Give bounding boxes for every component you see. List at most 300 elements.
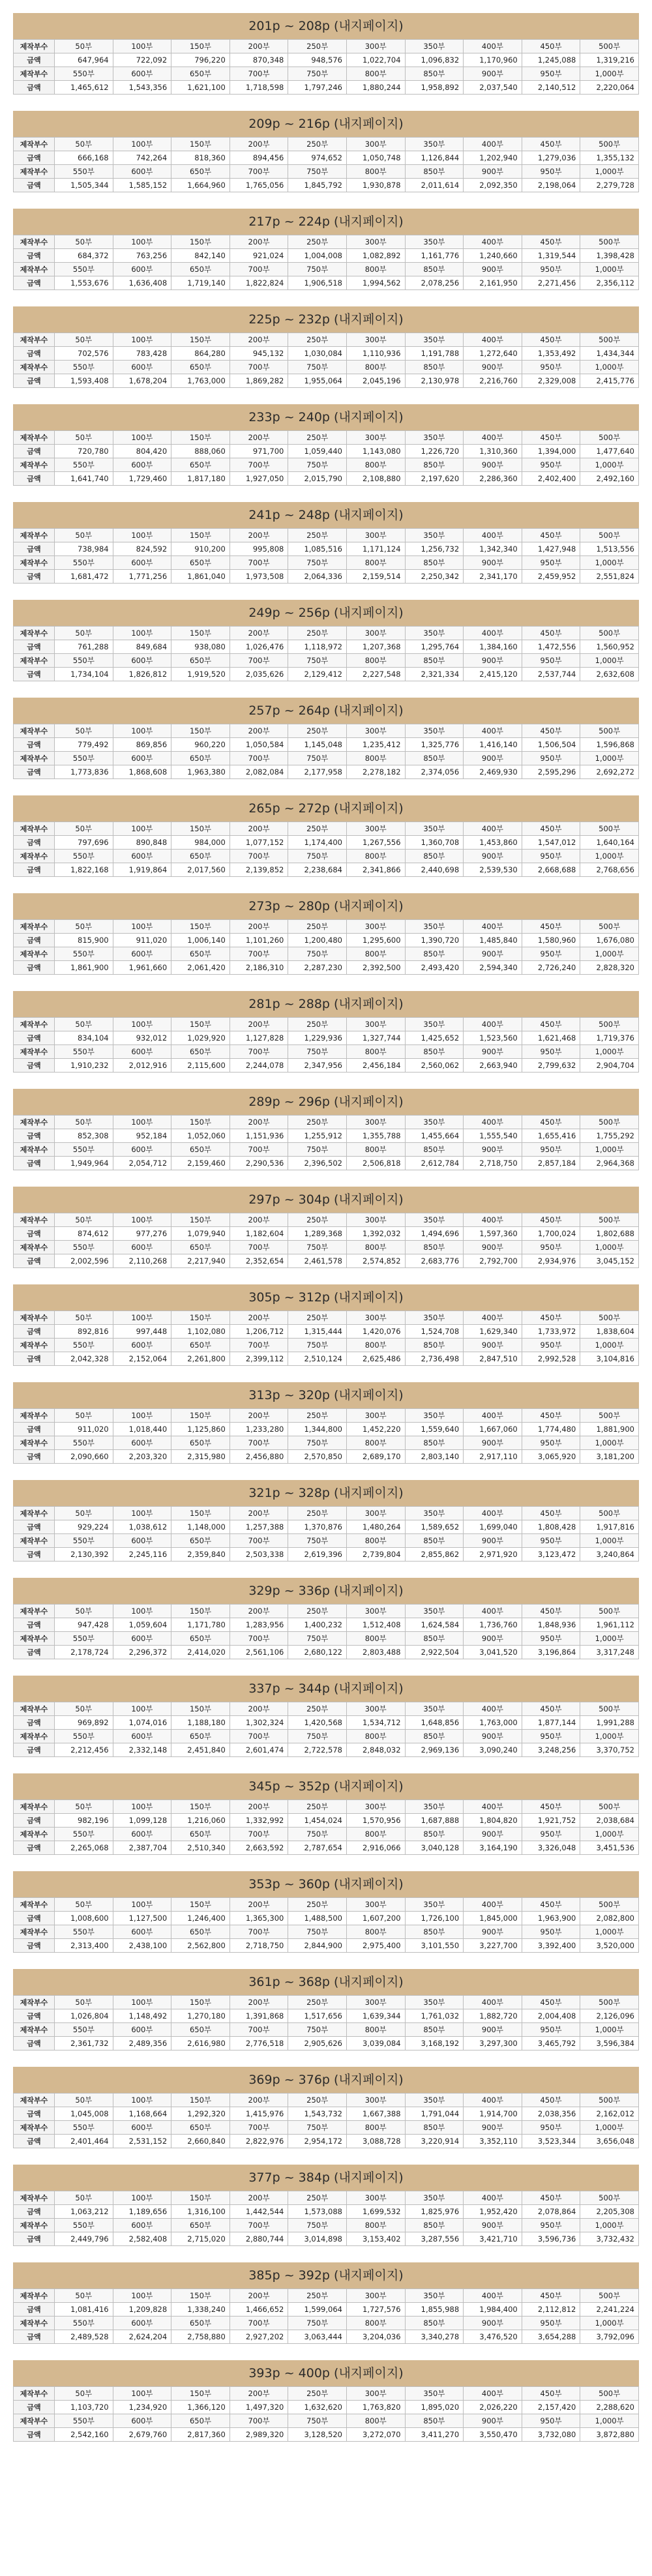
amount-cell: 3,596,384 [580,2037,639,2050]
quantity-cell: 50부 [55,627,113,640]
quantity-cell: 50부 [55,2191,113,2205]
amount-cell: 2,341,170 [464,570,522,584]
quantity-cell: 400부 [464,920,522,934]
amount-label: 금액 [14,765,55,779]
quantity-label: 제작부수 [14,654,55,668]
quantity-cell: 650부 [171,1241,230,1254]
quantity-cell: 300부 [346,1507,405,1520]
quantity-cell: 450부 [522,1898,580,1912]
amount-cell: 2,954,172 [288,2135,347,2148]
amount-cell: 2,542,160 [55,2428,113,2442]
quantity-cell: 800부 [346,2121,405,2135]
amount-row [14,1814,639,1828]
quantity-cell: 750부 [288,1143,347,1157]
quantity-cell: 600부 [113,1436,171,1450]
quantity-cell: 1,000부 [580,2121,639,2135]
amount-label: 금액 [14,1325,55,1339]
price-table [13,2191,639,2246]
quantity-cell: 150부 [171,1800,230,1814]
quantity-cell: 450부 [522,724,580,738]
quantity-cell: 100부 [113,1116,171,1129]
price-table [13,1506,639,1562]
amount-cell: 783,428 [113,347,171,361]
quantity-cell: 1,000부 [580,1436,639,1450]
section-header: 329p ~ 336p (내지페이지) [13,1578,639,1604]
section-header: 369p ~ 376p (내지페이지) [13,2067,639,2093]
section-header: 321p ~ 328p (내지페이지) [13,1480,639,1506]
amount-row [14,1716,639,1730]
quantity-cell: 400부 [464,1800,522,1814]
amount-cell: 2,130,392 [55,1548,113,1562]
amount-cell: 894,456 [230,151,288,165]
amount-cell: 2,989,320 [230,2428,288,2442]
quantity-cell: 100부 [113,724,171,738]
amount-cell: 1,497,320 [230,2401,288,2414]
amount-label: 금액 [14,445,55,458]
amount-cell: 2,964,368 [580,1157,639,1170]
quantity-cell: 750부 [288,67,347,81]
amount-cell: 1,360,708 [405,836,464,850]
amount-cell: 1,597,360 [464,1227,522,1241]
quantity-label: 제작부수 [14,556,55,570]
amount-cell: 3,451,536 [580,1841,639,1855]
quantity-cell: 850부 [405,1143,464,1157]
amount-cell: 864,280 [171,347,230,361]
amount-cell: 2,560,062 [405,1059,464,1073]
amount-label: 금액 [14,640,55,654]
quantity-row [14,333,639,347]
quantity-label: 제작부수 [14,822,55,836]
quantity-cell: 500부 [580,40,639,53]
amount-cell: 1,344,800 [288,1423,347,1436]
amount-cell: 1,845,000 [464,1912,522,1925]
quantity-cell: 550부 [55,1436,113,1450]
quantity-cell: 600부 [113,2023,171,2037]
amount-cell: 1,667,060 [464,1423,522,1436]
amount-cell: 1,553,676 [55,276,113,290]
quantity-cell: 350부 [405,333,464,347]
quantity-cell: 300부 [346,920,405,934]
amount-cell: 1,639,344 [346,2009,405,2023]
amount-cell: 1,984,400 [464,2303,522,2317]
amount-cell: 2,387,704 [113,1841,171,1855]
amount-cell: 3,153,402 [346,2232,405,2246]
quantity-cell: 600부 [113,361,171,374]
amount-cell: 2,399,112 [230,1352,288,1366]
quantity-cell: 700부 [230,1045,288,1059]
amount-cell: 2,045,196 [346,374,405,388]
amount-cell: 815,900 [55,934,113,947]
quantity-label: 제작부수 [14,431,55,445]
amount-cell: 869,856 [113,738,171,752]
amount-cell: 1,148,000 [171,1520,230,1534]
amount-cell: 2,152,064 [113,1352,171,1366]
amount-cell: 1,226,720 [405,445,464,458]
quantity-cell: 650부 [171,1632,230,1646]
amount-cell: 3,090,240 [464,1743,522,1757]
amount-cell: 2,844,900 [288,1939,347,1953]
price-section [13,2262,639,2344]
amount-row [14,863,639,877]
quantity-cell: 950부 [522,67,580,81]
quantity-cell: 500부 [580,724,639,738]
quantity-label: 제작부수 [14,1045,55,1059]
quantity-row [14,1116,639,1129]
price-section [13,2165,639,2246]
quantity-cell: 350부 [405,627,464,640]
amount-cell: 1,927,050 [230,472,288,486]
amount-cell: 3,240,864 [580,1548,639,1562]
quantity-cell: 250부 [288,1018,347,1031]
amount-row [14,2037,639,2050]
quantity-cell: 400부 [464,235,522,249]
amount-label: 금액 [14,81,55,95]
amount-cell: 2,112,812 [522,2303,580,2317]
price-table [13,2386,639,2442]
amount-cell: 1,079,940 [171,1227,230,1241]
quantity-cell: 500부 [580,2289,639,2303]
amount-row [14,542,639,556]
quantity-cell: 750부 [288,361,347,374]
amount-cell: 2,803,488 [346,1646,405,1659]
quantity-cell: 450부 [522,2387,580,2401]
quantity-cell: 850부 [405,2023,464,2037]
quantity-cell: 800부 [346,67,405,81]
amount-cell: 1,110,936 [346,347,405,361]
quantity-cell: 600부 [113,165,171,179]
quantity-cell: 700부 [230,556,288,570]
quantity-cell: 250부 [288,138,347,151]
amount-cell: 1,621,100 [171,81,230,95]
amount-cell: 2,126,096 [580,2009,639,2023]
amount-row [14,347,639,361]
quantity-cell: 200부 [230,1213,288,1227]
price-table [13,1897,639,1953]
quantity-cell: 300부 [346,1898,405,1912]
amount-cell: 1,240,660 [464,249,522,263]
amount-cell: 2,969,136 [405,1743,464,1757]
quantity-cell: 400부 [464,1018,522,1031]
quantity-cell: 1,000부 [580,165,639,179]
amount-cell: 2,489,528 [55,2330,113,2344]
quantity-label: 제작부수 [14,138,55,151]
amount-cell: 1,699,532 [346,2205,405,2219]
amount-cell: 2,625,486 [346,1352,405,1366]
amount-cell: 1,453,860 [464,836,522,850]
amount-cell: 2,296,372 [113,1646,171,1659]
amount-cell: 1,103,720 [55,2401,113,2414]
quantity-cell: 600부 [113,850,171,863]
quantity-cell: 900부 [464,1632,522,1646]
quantity-cell: 500부 [580,1409,639,1423]
amount-cell: 2,341,866 [346,863,405,877]
amount-cell: 1,188,180 [171,1716,230,1730]
price-table [13,724,639,779]
amount-label: 금액 [14,374,55,388]
quantity-cell: 900부 [464,947,522,961]
quantity-cell: 300부 [346,1213,405,1227]
quantity-cell: 150부 [171,1116,230,1129]
amount-cell: 2,828,320 [580,961,639,975]
quantity-cell: 450부 [522,627,580,640]
amount-cell: 2,220,064 [580,81,639,95]
amount-cell: 2,216,760 [464,374,522,388]
amount-cell: 1,255,912 [288,1129,347,1143]
price-table [13,919,639,975]
amount-cell: 666,168 [55,151,113,165]
amount-cell: 1,209,828 [113,2303,171,2317]
amount-cell: 982,196 [55,1814,113,1828]
quantity-label: 제작부수 [14,235,55,249]
quantity-cell: 800부 [346,1339,405,1352]
quantity-cell: 200부 [230,333,288,347]
amount-cell: 3,297,300 [464,2037,522,2050]
quantity-cell: 750부 [288,1730,347,1743]
amount-label: 금액 [14,1227,55,1241]
quantity-cell: 650부 [171,1143,230,1157]
amount-cell: 2,449,796 [55,2232,113,2246]
quantity-cell: 200부 [230,2289,288,2303]
amount-row [14,1254,639,1268]
quantity-cell: 700부 [230,2414,288,2428]
amount-cell: 1,045,008 [55,2107,113,2121]
amount-cell: 1,868,608 [113,765,171,779]
quantity-cell: 950부 [522,1730,580,1743]
amount-cell: 2,992,528 [522,1352,580,1366]
quantity-cell: 300부 [346,1702,405,1716]
quantity-cell: 400부 [464,1605,522,1618]
quantity-cell: 150부 [171,1605,230,1618]
quantity-cell: 600부 [113,1632,171,1646]
amount-cell: 1,454,024 [288,1814,347,1828]
amount-cell: 1,295,764 [405,640,464,654]
quantity-cell: 100부 [113,1800,171,1814]
quantity-cell: 950부 [522,1925,580,1939]
amount-cell: 2,616,980 [171,2037,230,2050]
quantity-cell: 400부 [464,1702,522,1716]
amount-cell: 2,718,750 [230,1939,288,1953]
quantity-cell: 650부 [171,947,230,961]
amount-cell: 824,592 [113,542,171,556]
quantity-cell: 400부 [464,40,522,53]
quantity-cell: 150부 [171,1898,230,1912]
quantity-label: 제작부수 [14,850,55,863]
amount-label: 금액 [14,738,55,752]
quantity-cell: 500부 [580,2387,639,2401]
amount-label: 금액 [14,347,55,361]
quantity-cell: 550부 [55,1143,113,1157]
amount-cell: 1,052,060 [171,1129,230,1143]
amount-cell: 3,340,278 [405,2330,464,2344]
amount-cell: 2,004,408 [522,2009,580,2023]
amount-cell: 1,420,568 [288,1716,347,1730]
amount-cell: 2,321,334 [405,668,464,681]
quantity-cell: 700부 [230,1632,288,1646]
amount-cell: 2,241,224 [580,2303,639,2317]
quantity-cell: 650부 [171,2023,230,2037]
quantity-cell: 450부 [522,1409,580,1423]
amount-cell: 1,861,040 [171,570,230,584]
quantity-cell: 500부 [580,1605,639,1618]
amount-cell: 2,011,614 [405,179,464,192]
amount-cell: 720,780 [55,445,113,458]
quantity-cell: 450부 [522,920,580,934]
amount-cell: 1,881,900 [580,1423,639,1436]
amount-cell: 2,352,654 [230,1254,288,1268]
amount-cell: 2,715,020 [171,2232,230,2246]
quantity-cell: 550부 [55,263,113,276]
amount-row [14,1157,639,1170]
amount-cell: 1,838,604 [580,1325,639,1339]
amount-cell: 1,763,000 [464,1716,522,1730]
quantity-cell: 700부 [230,165,288,179]
quantity-cell: 300부 [346,1311,405,1325]
amount-cell: 1,310,360 [464,445,522,458]
quantity-cell: 950부 [522,752,580,765]
quantity-cell: 1,000부 [580,850,639,863]
quantity-cell: 450부 [522,2289,580,2303]
quantity-cell: 100부 [113,1702,171,1716]
quantity-cell: 950부 [522,263,580,276]
amount-row [14,934,639,947]
amount-cell: 3,872,880 [580,2428,639,2442]
amount-cell: 1,077,152 [230,836,288,850]
amount-cell: 1,022,704 [346,53,405,67]
amount-cell: 1,102,080 [171,1325,230,1339]
quantity-cell: 650부 [171,2219,230,2232]
quantity-cell: 650부 [171,165,230,179]
quantity-cell: 100부 [113,2289,171,2303]
quantity-cell: 500부 [580,920,639,934]
amount-cell: 2,934,976 [522,1254,580,1268]
quantity-cell: 150부 [171,2289,230,2303]
quantity-row [14,752,639,765]
quantity-cell: 100부 [113,627,171,640]
quantity-cell: 550부 [55,67,113,81]
amount-cell: 997,448 [113,1325,171,1339]
amount-cell: 1,774,480 [522,1423,580,1436]
quantity-cell: 850부 [405,2317,464,2330]
amount-cell: 2,315,980 [171,1450,230,1464]
amount-cell: 892,816 [55,1325,113,1339]
amount-cell: 1,279,036 [522,151,580,165]
amount-cell: 1,455,664 [405,1129,464,1143]
section-header: 257p ~ 264p (내지페이지) [13,698,639,724]
quantity-cell: 300부 [346,1605,405,1618]
amount-cell: 852,308 [55,1129,113,1143]
quantity-cell: 350부 [405,1702,464,1716]
amount-row [14,2107,639,2121]
amount-cell: 969,892 [55,1716,113,1730]
amount-cell: 2,722,578 [288,1743,347,1757]
amount-cell: 3,014,898 [288,2232,347,2246]
amount-cell: 2,415,120 [464,668,522,681]
amount-label: 금액 [14,1939,55,1953]
amount-cell: 3,523,344 [522,2135,580,2148]
quantity-cell: 600부 [113,2414,171,2428]
amount-cell: 1,869,282 [230,374,288,388]
quantity-row [14,850,639,863]
amount-cell: 2,108,880 [346,472,405,486]
quantity-cell: 200부 [230,1800,288,1814]
amount-cell: 2,356,112 [580,276,639,290]
amount-row [14,472,639,486]
price-table [13,430,639,486]
amount-cell: 2,396,502 [288,1157,347,1170]
quantity-row [14,1045,639,1059]
amount-cell: 1,392,032 [346,1227,405,1241]
quantity-cell: 400부 [464,2387,522,2401]
quantity-cell: 600부 [113,263,171,276]
amount-cell: 2,227,548 [346,668,405,681]
quantity-cell: 650부 [171,1730,230,1743]
amount-cell: 2,035,626 [230,668,288,681]
quantity-cell: 650부 [171,1045,230,1059]
quantity-cell: 1,000부 [580,1241,639,1254]
quantity-cell: 600부 [113,1534,171,1548]
quantity-label: 제작부수 [14,2094,55,2107]
quantity-cell: 550부 [55,947,113,961]
amount-cell: 1,216,060 [171,1814,230,1828]
amount-cell: 3,164,190 [464,1841,522,1855]
amount-cell: 1,394,000 [522,445,580,458]
quantity-label: 제작부수 [14,1534,55,1548]
quantity-cell: 150부 [171,2191,230,2205]
price-section [13,2067,639,2148]
amount-cell: 945,132 [230,347,288,361]
quantity-cell: 700부 [230,850,288,863]
amount-cell: 684,372 [55,249,113,263]
quantity-cell: 200부 [230,1996,288,2009]
quantity-cell: 1,000부 [580,1730,639,1743]
price-section [13,404,639,486]
amount-cell: 2,660,840 [171,2135,230,2148]
quantity-cell: 150부 [171,2387,230,2401]
amount-label: 금액 [14,961,55,975]
amount-cell: 1,547,012 [522,836,580,850]
quantity-cell: 350부 [405,1800,464,1814]
section-header: 225p ~ 232p (내지페이지) [13,306,639,333]
amount-cell: 1,719,140 [171,276,230,290]
amount-cell: 1,930,878 [346,179,405,192]
quantity-cell: 900부 [464,165,522,179]
amount-cell: 1,384,160 [464,640,522,654]
quantity-cell: 250부 [288,1311,347,1325]
quantity-cell: 850부 [405,263,464,276]
amount-cell: 1,465,612 [55,81,113,95]
amount-cell: 3,287,556 [405,2232,464,2246]
amount-cell: 2,038,356 [522,2107,580,2121]
quantity-cell: 450부 [522,1311,580,1325]
amount-cell: 974,652 [288,151,347,165]
quantity-cell: 850부 [405,458,464,472]
amount-cell: 995,808 [230,542,288,556]
quantity-cell: 900부 [464,752,522,765]
amount-label: 금액 [14,2135,55,2148]
quantity-row [14,627,639,640]
quantity-cell: 750부 [288,1045,347,1059]
quantity-cell: 800부 [346,1730,405,1743]
quantity-cell: 750부 [288,1925,347,1939]
amount-cell: 1,325,776 [405,738,464,752]
quantity-cell: 750부 [288,1241,347,1254]
amount-cell: 3,465,792 [522,2037,580,2050]
amount-cell: 1,681,472 [55,570,113,584]
quantity-cell: 350부 [405,2191,464,2205]
quantity-cell: 700부 [230,752,288,765]
amount-row [14,1548,639,1562]
amount-label: 금액 [14,668,55,681]
